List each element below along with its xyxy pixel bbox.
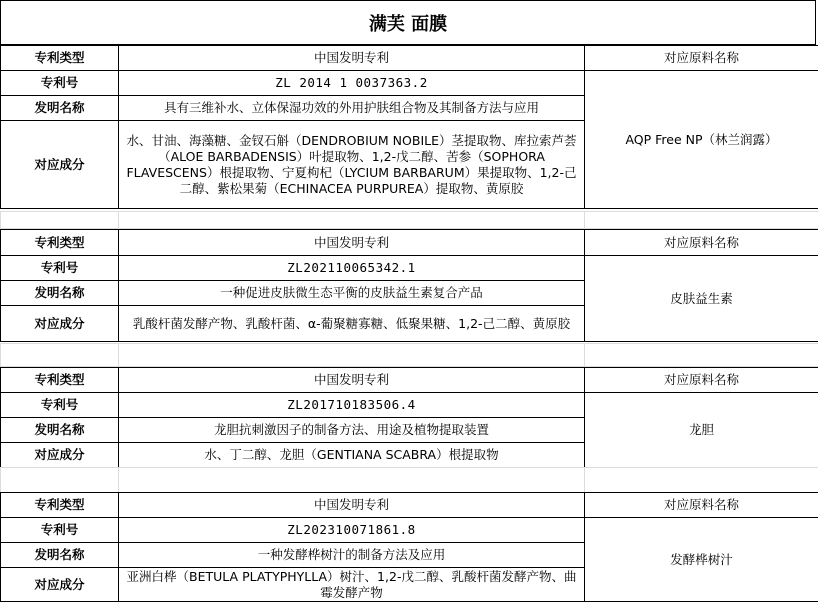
patent-type-label: 专利类型 <box>1 368 119 393</box>
patent-no-value: ZL202110065342.1 <box>119 256 585 281</box>
patent-no-label: 专利号 <box>1 256 119 281</box>
invention-name-value: 龙胆抗刺激因子的制备方法、用途及植物提取装置 <box>119 418 585 443</box>
ingredients-label: 对应成分 <box>1 121 119 209</box>
material-header: 对应原料名称 <box>585 46 818 71</box>
patent-no-label: 专利号 <box>1 71 119 96</box>
patent-no-value: ZL201710183506.4 <box>119 393 585 418</box>
material-value: 龙胆 <box>585 393 818 468</box>
patent-section-4 <box>0 492 818 602</box>
patent-section-3 <box>0 367 818 468</box>
section-gap <box>0 467 818 493</box>
ingredients-label: 对应成分 <box>1 306 119 342</box>
patent-type-value: 中国发明专利 <box>119 46 585 71</box>
material-value: AQP Free NP（林兰润露） <box>585 71 818 209</box>
material-value: 皮肤益生素 <box>585 256 818 342</box>
section-gap <box>0 211 818 229</box>
ingredients-value: 水、丁二醇、龙胆（GENTIANA SCABRA）根提取物 <box>119 443 585 468</box>
patent-type-value: 中国发明专利 <box>119 493 585 518</box>
patent-type-label: 专利类型 <box>1 230 119 256</box>
patent-no-label: 专利号 <box>1 393 119 418</box>
patent-type-label: 专利类型 <box>1 46 119 71</box>
patent-type-value: 中国发明专利 <box>119 368 585 393</box>
material-header: 对应原料名称 <box>585 230 818 256</box>
patent-type-label: 专利类型 <box>1 493 119 518</box>
invention-name-label: 发明名称 <box>1 418 119 443</box>
page-title: 满芙 面膜 <box>0 0 816 45</box>
invention-name-value: 一种促进皮肤微生态平衡的皮肤益生素复合产品 <box>119 281 585 306</box>
patent-no-value: ZL202310071861.8 <box>119 518 585 543</box>
material-header: 对应原料名称 <box>585 493 818 518</box>
material-header: 对应原料名称 <box>585 368 818 393</box>
material-value: 发酵桦树汁 <box>585 518 818 602</box>
ingredients-label: 对应成分 <box>1 443 119 468</box>
ingredients-value: 亚洲白桦（BETULA PLATYPHYLLA）树汁、1,2-戊二醇、乳酸杆菌发酵产物、曲霉发酵产物 <box>119 568 585 602</box>
patent-no-label: 专利号 <box>1 518 119 543</box>
patent-section-1 <box>0 45 818 209</box>
invention-name-value: 一种发酵桦树汁的制备方法及应用 <box>119 543 585 568</box>
invention-name-label: 发明名称 <box>1 543 119 568</box>
patent-section-2 <box>0 229 818 342</box>
section-gap <box>0 343 818 367</box>
ingredients-value: 水、甘油、海藻糖、金钗石斛（DENDROBIUM NOBILE）茎提取物、库拉索芦荟（ALOE BARBADENSIS）叶提取物、1,2-戊二醇、苦参（SOPHORA FLAVESCENS）根提取物、宁夏枸杞（LYCIUM BARBARUM）果提取物、1,2-己二醇、紫松果菊（ECHINACEA PURPUREA）提取物、黄原胶 <box>119 121 585 209</box>
patent-no-value: ZL 2014 1 0037363.2 <box>119 71 585 96</box>
invention-name-label: 发明名称 <box>1 96 119 121</box>
invention-name-label: 发明名称 <box>1 281 119 306</box>
invention-name-value: 具有三维补水、立体保湿功效的外用护肤组合物及其制备方法与应用 <box>119 96 585 121</box>
patent-type-value: 中国发明专利 <box>119 230 585 256</box>
ingredients-label: 对应成分 <box>1 568 119 602</box>
ingredients-value: 乳酸杆菌发酵产物、乳酸杆菌、α-葡聚糖寡糖、低聚果糖、1,2-己二醇、黄原胶 <box>119 306 585 342</box>
